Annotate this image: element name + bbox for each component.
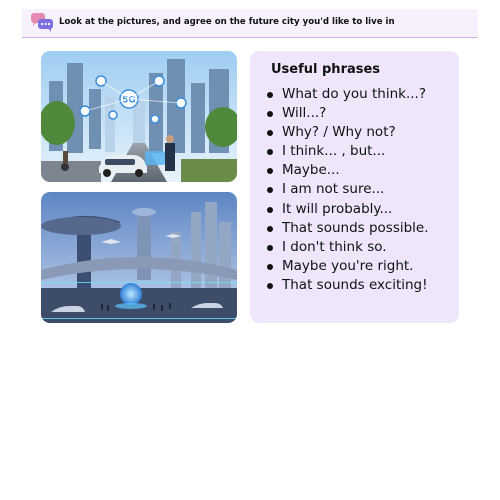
smart-city-street-image [41,51,237,182]
chat-bubbles-icon [31,13,53,33]
bullet-icon [267,264,273,270]
bullet-icon [267,111,273,117]
bullet-icon [267,92,273,98]
list-item: Maybe you're right. [264,257,429,276]
bullet-icon [267,168,273,174]
list-item: I think... , but... [264,142,429,161]
bullet-icon [267,187,273,193]
bullet-icon [267,207,273,213]
list-item: I don't think so. [264,238,429,257]
list-item: Will...? [264,104,429,123]
bullet-icon [267,149,273,155]
list-item: Maybe... [264,161,429,180]
phrase-list [264,85,429,295]
list-item: That sounds possible. [264,219,429,238]
panel-title: Useful phrases [271,62,381,77]
instruction-text: Look at the pictures, and agree on the future city you'd like to live in [59,17,395,27]
futuristic-city-image [41,192,237,323]
list-item: What do you think...? [264,85,429,104]
list-item: It will probably... [264,200,429,219]
bullet-icon [267,130,273,136]
bullet-icon [267,245,273,251]
instruction-banner [22,9,478,38]
list-item: I am not sure... [264,180,429,199]
useful-phrases-panel [250,51,459,323]
bullet-icon [267,226,273,232]
list-item: That sounds exciting! [264,276,429,295]
list-item: Why? / Why not? [264,123,429,142]
5g-label: 5G [122,95,136,106]
bullet-icon [267,283,273,289]
